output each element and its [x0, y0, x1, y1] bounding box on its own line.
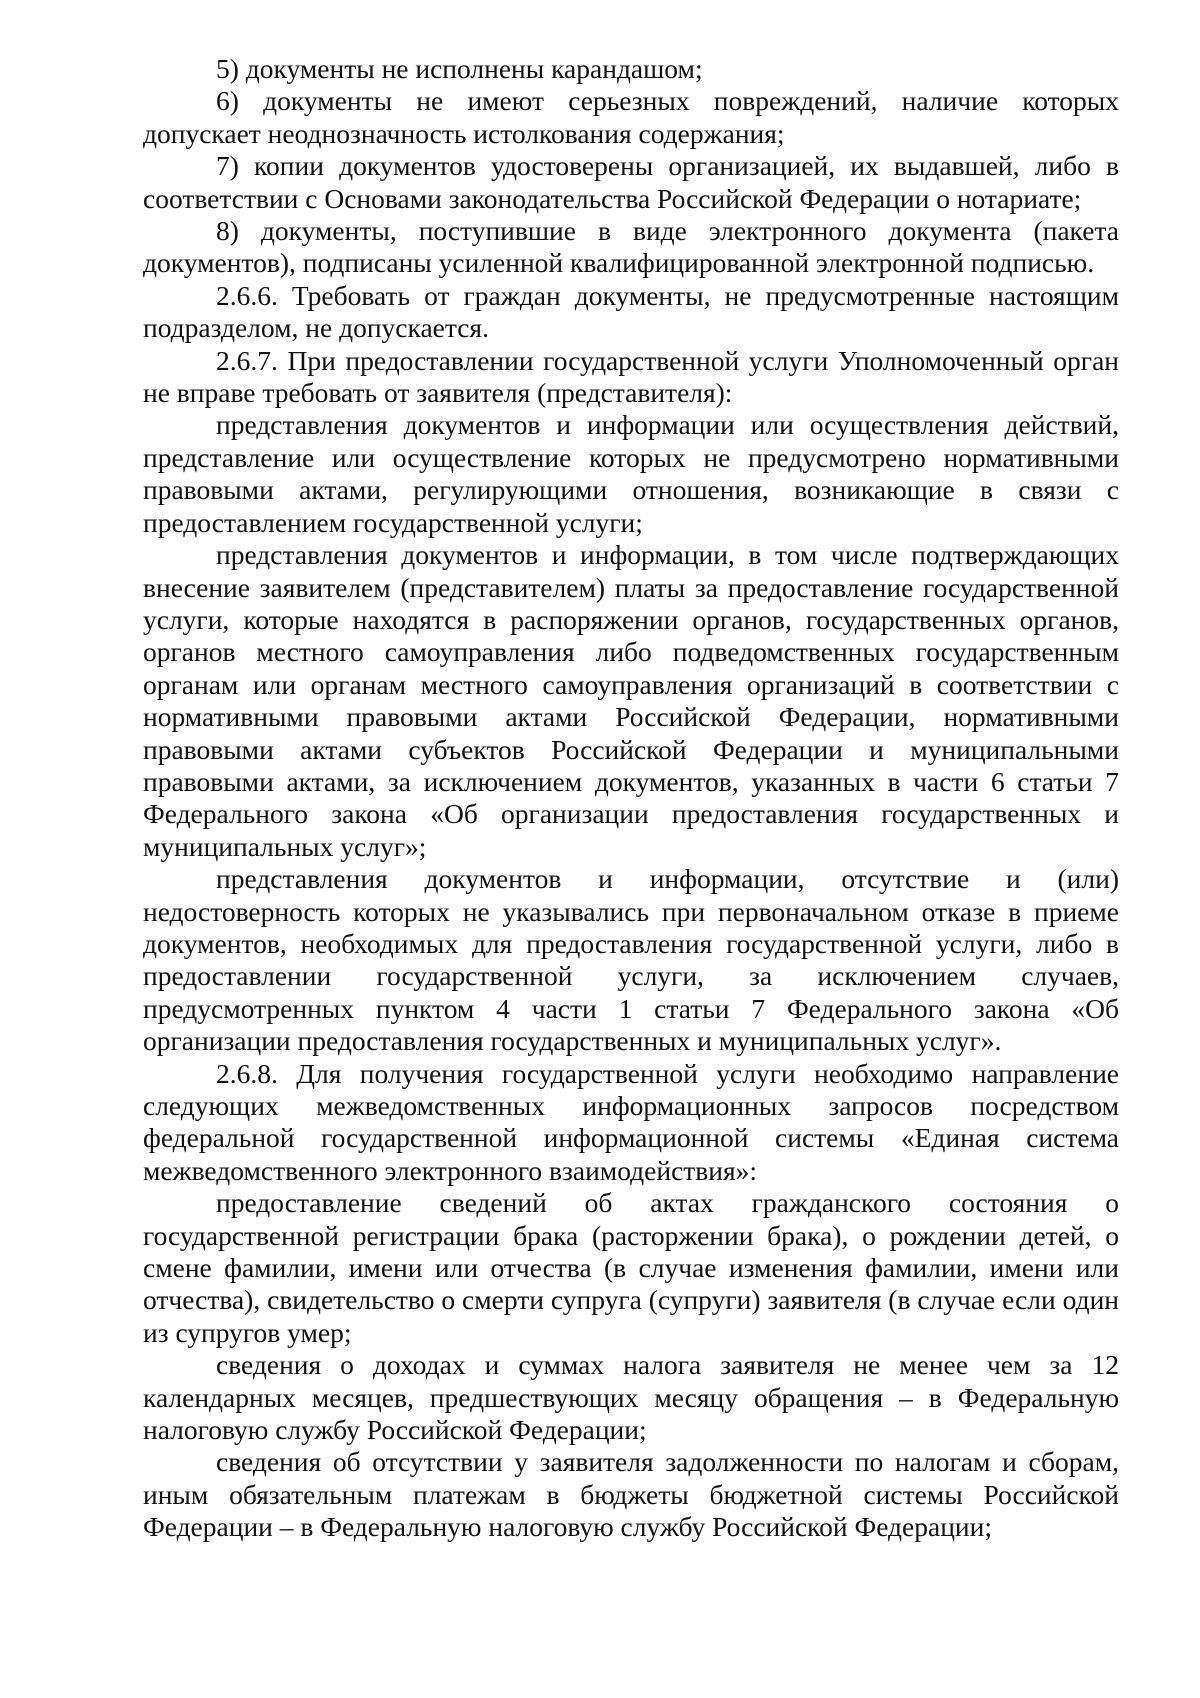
paragraph-prohibition-documents: представления документов и информации, в том числе подтверждающих внесение заявителем (представителем) платы за предоставление государственной услуги, которые находятся в распоряжении органов, государственных органов, органов местного самоуправления либо подведомственных государственным органам или органам местного самоуправления организаций в соответствии с нормативными правовыми актами Российской Федерации, нормативными правовыми актами субъектов Российской Федерации и муниципальными правовыми актами, за исключением документов, указанных в части 6 статьи 7 Федерального закона «Об организации предоставления государственных и муниципальных услуг»; [143, 539, 1119, 862]
paragraph-prohibition-actions: представления документов и информации или осуществления действий, представление или осуществление которых не предусмотрено нормативными правовыми актами, регулирующими отношения, возникающие в связи с предоставлением государственной услуги; [143, 409, 1119, 538]
document-body [143, 53, 1119, 1544]
paragraph-2-6-7: 2.6.7. При предоставлении государственной услуги Уполномоченный орган не вправе требовать от заявителя (представителя): [143, 344, 1119, 409]
paragraph-prohibition-missing-info: представления документов и информации, отсутствие и (или) недостоверность которых не указывались при первоначальном отказе в приеме документов, необходимых для предоставления государственной услуги, либо в предоставлении государственной услуги, за исключением случаев, предусмотренных пунктом 4 части 1 статьи 7 Федерального закона «Об организации предоставления государственных и муниципальных услуг». [143, 863, 1119, 1057]
paragraph-tax-debt-info: сведения об отсутствии у заявителя задолженности по налогам и сборам, иным обязательным платежам в бюджеты бюджетной системы Российской Федерации – в Федеральную налоговую службу Российской Федерации; [143, 1446, 1119, 1543]
paragraph-item-6: 6) документы не имеют серьезных повреждений, наличие которых допускает неоднозначность истолкования содержания; [143, 85, 1119, 149]
paragraph-2-6-8: 2.6.8. Для получения государственной услуги необходимо направление следующих межведомственных информационных запросов посредством федеральной государственной информационной системы «Единая система межведомственного электронного взаимодействия»: [143, 1057, 1119, 1186]
paragraph-income-tax-info: сведения о доходах и суммах налога заявителя не менее чем за 12 календарных месяцев, предшествующих месяцу обращения – в Федеральную налоговую службу Российской Федерации; [143, 1349, 1119, 1446]
paragraph-civil-status-records: предоставление сведений об актах гражданского состояния о государственной регистрации брака (расторжении брака), о рождении детей, о смене фамилии, имени или отчества (в случае изменения фамилии, имени или отчества), свидетельство о смерти супруга (супруги) заявителя (в случае если один из супругов умер; [143, 1187, 1119, 1348]
paragraph-2-6-6: 2.6.6. Требовать от граждан документы, не предусмотренные настоящим подразделом, не допускается. [143, 279, 1119, 344]
paragraph-item-7: 7) копии документов удостоверены организацией, их выдавшей, либо в соответствии с Основами законодательства Российской Федерации о нотариате; [143, 150, 1119, 214]
paragraph-item-8: 8) документы, поступившие в виде электронного документа (пакета документов), подписаны усиленной квалифицированной электронной подписью. [143, 215, 1119, 279]
paragraph-item-5: 5) документы не исполнены карандашом; [216, 53, 703, 84]
